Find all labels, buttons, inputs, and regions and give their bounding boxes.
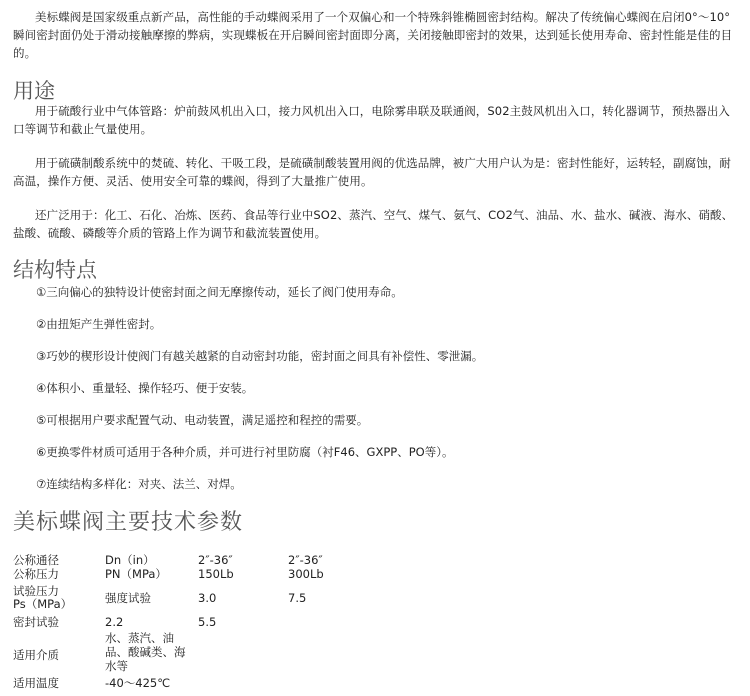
features-heading: 结构特点 [13, 258, 97, 282]
feature-item-6: ⑥更换零件材质可适用于各种介质，并可进行衬里防腐（衬F46、GXPP、PO等）。 [36, 445, 454, 459]
param-v2-strength-test: 7.5 [288, 591, 307, 605]
param-value-temperature: -40～425℃ [105, 676, 171, 690]
param-unit-nominal-pressure: PN（MPa） [105, 567, 167, 581]
param-unit-strength-test: 强度试验 [105, 591, 151, 605]
param-label-temperature: 适用温度 [13, 676, 59, 690]
param-v1-seal-test: 2.2 [105, 615, 124, 629]
param-v1-nominal-pressure: 150Lb [198, 567, 234, 581]
param-label-medium: 适用介质 [13, 648, 59, 662]
feature-item-2: ②由扭矩产生弹性密封。 [36, 317, 162, 331]
param-label-test-pressure: 试验压力 Ps（MPa） [13, 584, 73, 611]
param-v2-seal-test: 5.5 [198, 615, 217, 629]
feature-item-7: ⑦连续结构多样化：对夹、法兰、对焊。 [36, 477, 242, 491]
feature-item-4: ④体积小、重量轻、操作轻巧、便于安装。 [36, 381, 254, 395]
param-label-nominal-diameter: 公称通径 [13, 553, 59, 567]
param-value-medium: 水、蒸汽、油品、酸碱类、海水等 [105, 631, 186, 673]
usage-heading: 用途 [13, 79, 55, 103]
param-unit-nominal-diameter: Dn（in） [105, 553, 155, 567]
feature-item-5: ⑤可根据用户要求配置气动、电动装置，满足遥控和程控的需要。 [36, 413, 369, 427]
feature-item-1: ①三向偏心的独特设计使密封面之间无摩擦传动，延长了阀门使用寿命。 [36, 285, 403, 299]
param-v2-nominal-diameter: 2″-36″ [288, 553, 323, 567]
usage-paragraph-1: 用于硫酸行业中气体管路：炉前鼓风机出入口，接力风机出入口，电除雾串联及联通阀，S02主鼓风机出入口，转化器调节，预热器出入口等调节和截止气量使用。 [13, 104, 731, 136]
usage-paragraph-3: 还广泛用于：化工、石化、冶炼、医药、食品等行业中SO2、蒸汽、空气、煤气、氨气、CO2气、油品、水、盐水、碱液、海水、硝酸、盐酸、硫酸、磷酸等介质的管路上作为调节和截流装置使用。 [13, 208, 734, 240]
param-v2-nominal-pressure: 300Lb [288, 567, 324, 581]
param-label-nominal-pressure: 公称压力 [13, 567, 59, 581]
intro-paragraph: 美标蝶阀是国家级重点新产品，高性能的手动蝶阀采用了一个双偏心和一个特殊斜锥椭圆密封结构。解决了传统偏心蝶阀在启闭0°～10°瞬间密封面仍处于滑动接触摩擦的弊病，实现蝶板在开启瞬间密封面即分离，关闭接触即密封的效果，达到延长使用寿命、密封性能是佳的目的。 [13, 10, 733, 60]
params-heading: 美标蝶阀主要技术参数 [13, 510, 244, 535]
usage-paragraph-2: 用于硫磺制酸系统中的焚硫、转化、干吸工段，是硫磺制酸装置用阀的优选品牌，被广大用户认为是：密封性能好，运转轻，副腐蚀，耐高温，操作方便、灵活、使用安全可靠的蝶阀，得到了大量推广使用。 [13, 156, 731, 188]
param-v1-nominal-diameter: 2″-36″ [198, 553, 233, 567]
feature-item-3: ③巧妙的楔形设计使阀门有越关越紧的自动密封功能，密封面之间具有补偿性、零泄漏。 [36, 349, 484, 363]
param-label-seal-test: 密封试验 [13, 615, 59, 629]
param-v1-strength-test: 3.0 [198, 591, 217, 605]
